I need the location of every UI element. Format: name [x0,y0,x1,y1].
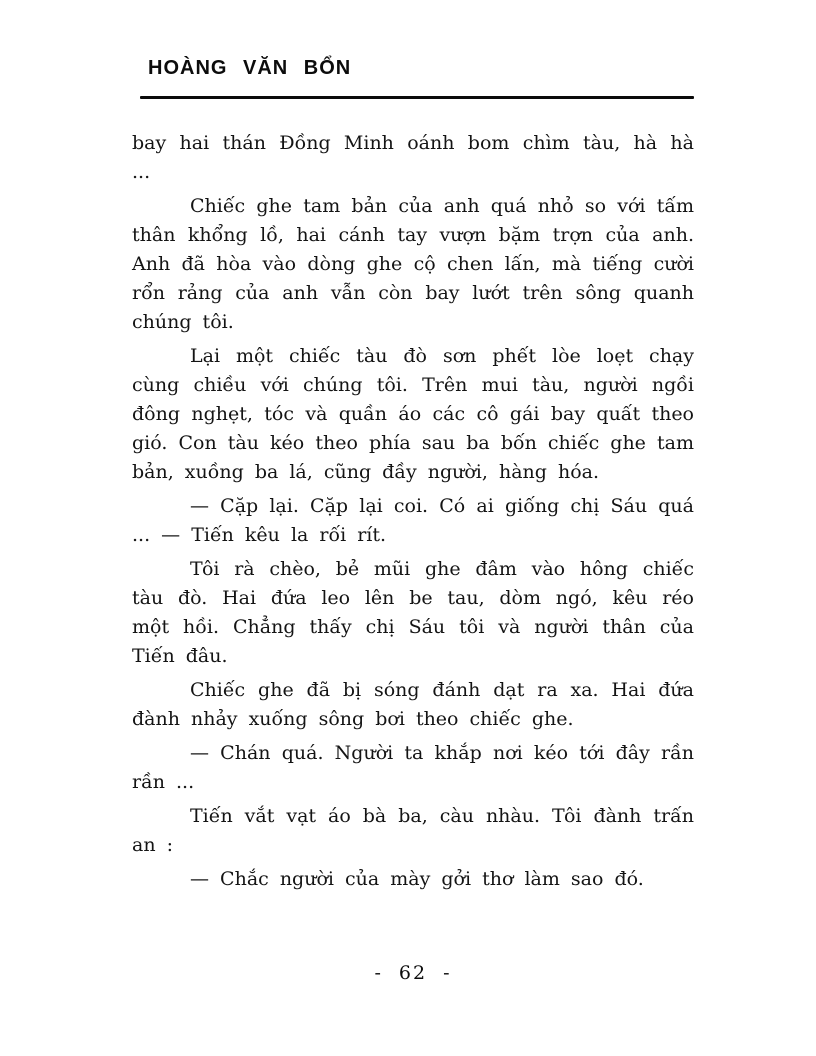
paragraph: Tiến vắt vạt áo bà ba, càu nhàu. Tôi đành trấn an : [132,805,694,856]
text-block [132,56,694,899]
header-rule [140,96,694,99]
paragraph: Chiếc ghe đã bị sóng đánh dạt ra xa. Hai đứa đành nhảy xuống sông bơi theo chiếc ghe. [132,679,694,730]
running-header-author: HOÀNG VĂN BỔN [148,57,352,79]
paragraph-dialogue: — Chán quá. Người ta khắp nơi kéo tới đây rần rần ... [132,742,694,793]
page-body [132,129,694,894]
page-number: - 62 - [374,962,452,984]
paragraph: Lại một chiếc tàu đò sơn phết lòe loẹt chạy cùng chiều với chúng tôi. Trên mui tàu, người ngồi đông nghẹt, tóc và quần áo các cô gái bay quất theo gió. Con tàu kéo theo phía sau ba bốn chiếc ghe tam bản, xuồng ba lá, cũng đầy người, hàng hóa. [132,345,694,483]
paragraph: Tôi rà chèo, bẻ mũi ghe đâm vào hông chiếc tàu đò. Hai đứa leo lên be tau, dòm ngó, kêu réo một hồi. Chẳng thấy chị Sáu tôi và người thân của Tiến đâu. [132,558,694,667]
paragraph: Chiếc ghe tam bản của anh quá nhỏ so với tấm thân khổng lồ, hai cánh tay vượn bặm trợn của anh. Anh đã hòa vào dòng ghe cộ chen lấn, mà tiếng cười rổn rảng của anh vẫn còn bay lướt trên sông quanh chúng tôi. [132,195,694,333]
paragraph-continuation: bay hai thán Đồng Minh oánh bom chìm tàu, hà hà ... [132,132,694,183]
paragraph-dialogue: — Chắc người của mày gởi thơ làm sao đó. [190,868,644,890]
paragraph-dialogue: — Cặp lại. Cặp lại coi. Có ai giống chị Sáu quá ... — Tiến kêu la rối rít. [132,495,694,546]
